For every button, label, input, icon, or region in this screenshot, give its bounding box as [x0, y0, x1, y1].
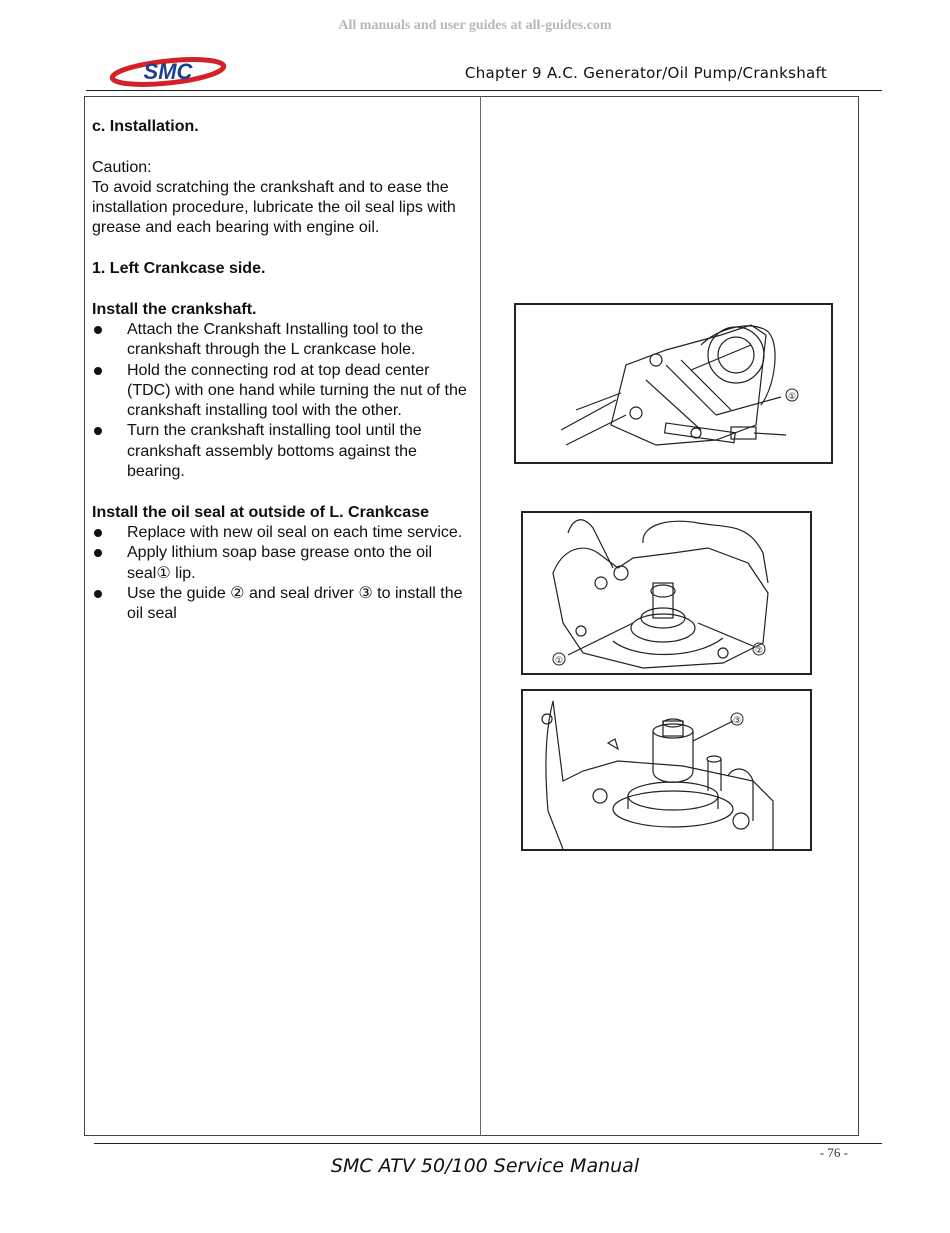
callout-3: ③: [732, 716, 742, 726]
list-item: [92, 421, 477, 482]
callout-1: ①: [554, 656, 564, 666]
bullet-icon: [94, 367, 102, 375]
step1-list: [92, 320, 477, 482]
list-item-text: Turn the crankshaft installing tool until the crankshaft assembly bottoms against the bearing.: [127, 422, 422, 481]
caution-label: Caution:: [92, 158, 152, 176]
section-heading: c. Installation.: [92, 118, 199, 135]
list-item-text: Replace with new oil seal on each time service.: [127, 523, 463, 541]
bullet-icon: [94, 427, 102, 435]
svg-text:SMC: SMC: [143, 59, 193, 84]
step2-title: Install the oil seal at outside of L. Crankcase: [92, 503, 429, 521]
footer-title: SMC ATV 50/100 Service Manual: [330, 1155, 640, 1177]
bullet-icon: [94, 326, 102, 334]
list-item: [92, 543, 477, 584]
callout-1: ①: [787, 392, 797, 402]
footer-rule: [94, 1143, 882, 1144]
column-divider: [480, 96, 481, 1136]
sub-heading: 1. Left Crankcase side.: [92, 260, 266, 278]
list-item-text: Use the guide ② and seal driver ③ to install the oil seal: [127, 584, 463, 623]
watermark: All manuals and user guides at all-guides.com: [338, 18, 612, 33]
header-rule: [86, 90, 882, 91]
instructions-column: [92, 117, 477, 624]
step1-title: Install the crankshaft.: [92, 300, 257, 318]
list-item: [92, 584, 477, 625]
seal-driver-illustration: [521, 689, 812, 851]
step2-list: [92, 523, 477, 624]
callout-2: ②: [754, 646, 764, 656]
bullet-icon: [94, 549, 102, 557]
oil-seal-guide-illustration: [521, 511, 812, 675]
crankshaft-tool-illustration: [514, 303, 833, 464]
list-item: [92, 523, 477, 543]
list-item-text: Apply lithium soap base grease onto the oil seal① lip.: [127, 544, 433, 582]
list-item-text: Hold the connecting rod at top dead center (TDC) with one hand while turning the nut of the crankshaft installing tool with the other.: [127, 361, 467, 420]
list-item: [92, 320, 477, 361]
bullet-icon: [94, 529, 102, 537]
smc-logo: [108, 54, 228, 90]
chapter-title: Chapter 9 A.C. Generator/Oil Pump/Crankshaft: [464, 64, 827, 82]
bullet-icon: [94, 590, 102, 598]
caution-text: To avoid scratching the crankshaft and to ease the installation procedure, lubricate the oil seal lips with grease and each bearing with engine oil.: [92, 178, 456, 237]
list-item-text: Attach the Crankshaft Installing tool to the crankshaft through the L crankcase hole.: [127, 320, 424, 359]
list-item: [92, 361, 477, 422]
page-number: - 76 -: [819, 1145, 848, 1160]
